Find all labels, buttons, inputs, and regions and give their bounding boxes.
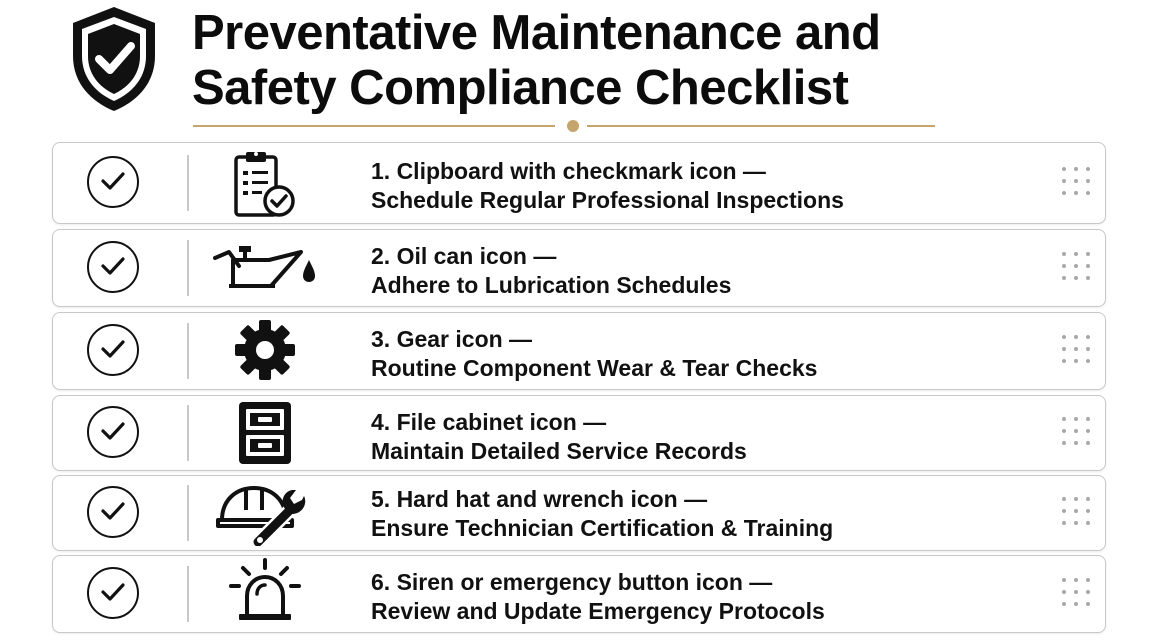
gear-icon bbox=[205, 318, 325, 382]
checklist-item[interactable] bbox=[52, 229, 1106, 307]
item-subtitle: Adhere to Lubrication Schedules bbox=[371, 272, 732, 298]
item-subtitle: Ensure Technician Certification & Training bbox=[371, 515, 834, 541]
item-subtitle: Maintain Detailed Service Records bbox=[371, 438, 747, 464]
drag-handle-icon[interactable] bbox=[1062, 252, 1092, 282]
page-title bbox=[192, 6, 881, 116]
oil-can-icon bbox=[205, 242, 325, 294]
item-heading: 5. Hard hat and wrench icon — bbox=[371, 486, 708, 512]
hard-hat-wrench-icon bbox=[205, 480, 325, 546]
item-heading: 6. Siren or emergency button icon — bbox=[371, 569, 773, 595]
title-line-2: Safety Compliance Checklist bbox=[192, 61, 849, 115]
checklist-item[interactable] bbox=[52, 475, 1106, 551]
drag-handle-icon[interactable] bbox=[1062, 578, 1092, 608]
title-line-1: Preventative Maintenance and bbox=[192, 6, 881, 60]
item-subtitle: Schedule Regular Professional Inspections bbox=[371, 187, 844, 213]
siren-icon bbox=[205, 558, 325, 624]
checklist-item[interactable] bbox=[52, 555, 1106, 633]
item-subtitle: Review and Update Emergency Protocols bbox=[371, 598, 825, 624]
header bbox=[0, 0, 1152, 140]
checkmark-circle-icon[interactable] bbox=[87, 156, 139, 208]
item-heading: 3. Gear icon — bbox=[371, 326, 533, 352]
drag-handle-icon[interactable] bbox=[1062, 497, 1092, 527]
checkmark-circle-icon[interactable] bbox=[87, 406, 139, 458]
item-subtitle: Routine Component Wear & Tear Checks bbox=[371, 355, 818, 381]
drag-handle-icon[interactable] bbox=[1062, 417, 1092, 447]
title-divider bbox=[193, 120, 935, 132]
checkmark-circle-icon[interactable] bbox=[87, 486, 139, 538]
item-heading: 2. Oil can icon — bbox=[371, 243, 557, 269]
file-cabinet-icon bbox=[205, 400, 325, 466]
clipboard-check-icon bbox=[205, 149, 325, 219]
checklist-item[interactable] bbox=[52, 395, 1106, 471]
checkmark-circle-icon[interactable] bbox=[87, 567, 139, 619]
drag-handle-icon[interactable] bbox=[1062, 335, 1092, 365]
drag-handle-icon[interactable] bbox=[1062, 167, 1092, 197]
checkmark-circle-icon[interactable] bbox=[87, 241, 139, 293]
shield-check-icon bbox=[68, 4, 160, 114]
checklist-item[interactable] bbox=[52, 142, 1106, 224]
item-heading: 1. Clipboard with checkmark icon — bbox=[371, 158, 766, 184]
item-heading: 4. File cabinet icon — bbox=[371, 409, 607, 435]
checkmark-circle-icon[interactable] bbox=[87, 324, 139, 376]
checklist-item[interactable] bbox=[52, 312, 1106, 390]
divider-dot bbox=[567, 120, 579, 132]
